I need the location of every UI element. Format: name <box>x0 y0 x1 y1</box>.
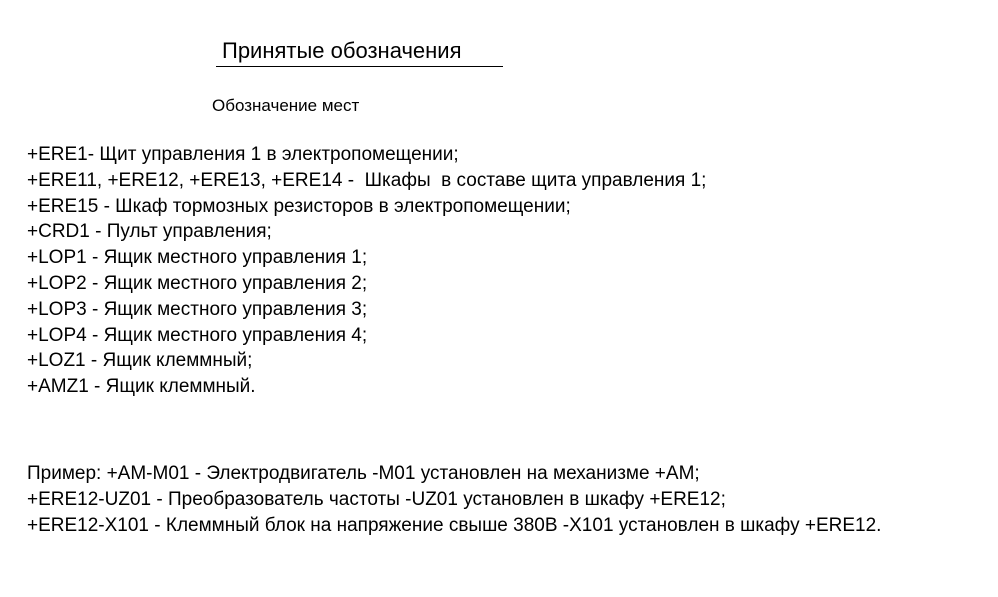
list-item: +AMZ1 - Ящик клеммный. <box>27 376 256 398</box>
list-item: +ERE11, +ERE12, +ERE13, +ERE14 - Шкафы в составе щита управления 1; <box>27 169 707 191</box>
list-item: +LOP3 - Ящик местного управления 3; <box>27 298 368 320</box>
section-subtitle: Обозначение мест <box>212 96 360 115</box>
title-underline <box>216 66 503 67</box>
example-item: +ERE12-UZ01 - Преобразователь частоты -UZ01 установлен в шкафу +ERE12; <box>27 488 726 510</box>
list-item: +CRD1 - Пульт управления; <box>27 221 272 243</box>
list-item: +LOP2 - Ящик местного управления 2; <box>27 272 368 294</box>
example-item: Пример: +AM-M01 - Электродвигатель -M01 установлен на механизме +AM; <box>27 463 700 484</box>
list-item: +ERE1- Щит управления 1 в электропомещении; <box>27 144 459 165</box>
example-item: +ERE12-X101 - Клеммный блок на напряжение свыше 380В -X101 установлен в шкафу +ERE12. <box>27 514 882 536</box>
list-item: +LOZ1 - Ящик клеммный; <box>27 350 253 372</box>
examples-list <box>27 461 881 538</box>
list-item: +ERE15 - Шкаф тормозных резисторов в электропомещении; <box>27 195 571 217</box>
place-designations-list <box>27 142 706 400</box>
page-title: Принятые обозначения <box>222 38 462 63</box>
list-item: +LOP1 - Ящик местного управления 1; <box>27 247 368 269</box>
list-item: +LOP4 - Ящик местного управления 4; <box>27 324 368 346</box>
